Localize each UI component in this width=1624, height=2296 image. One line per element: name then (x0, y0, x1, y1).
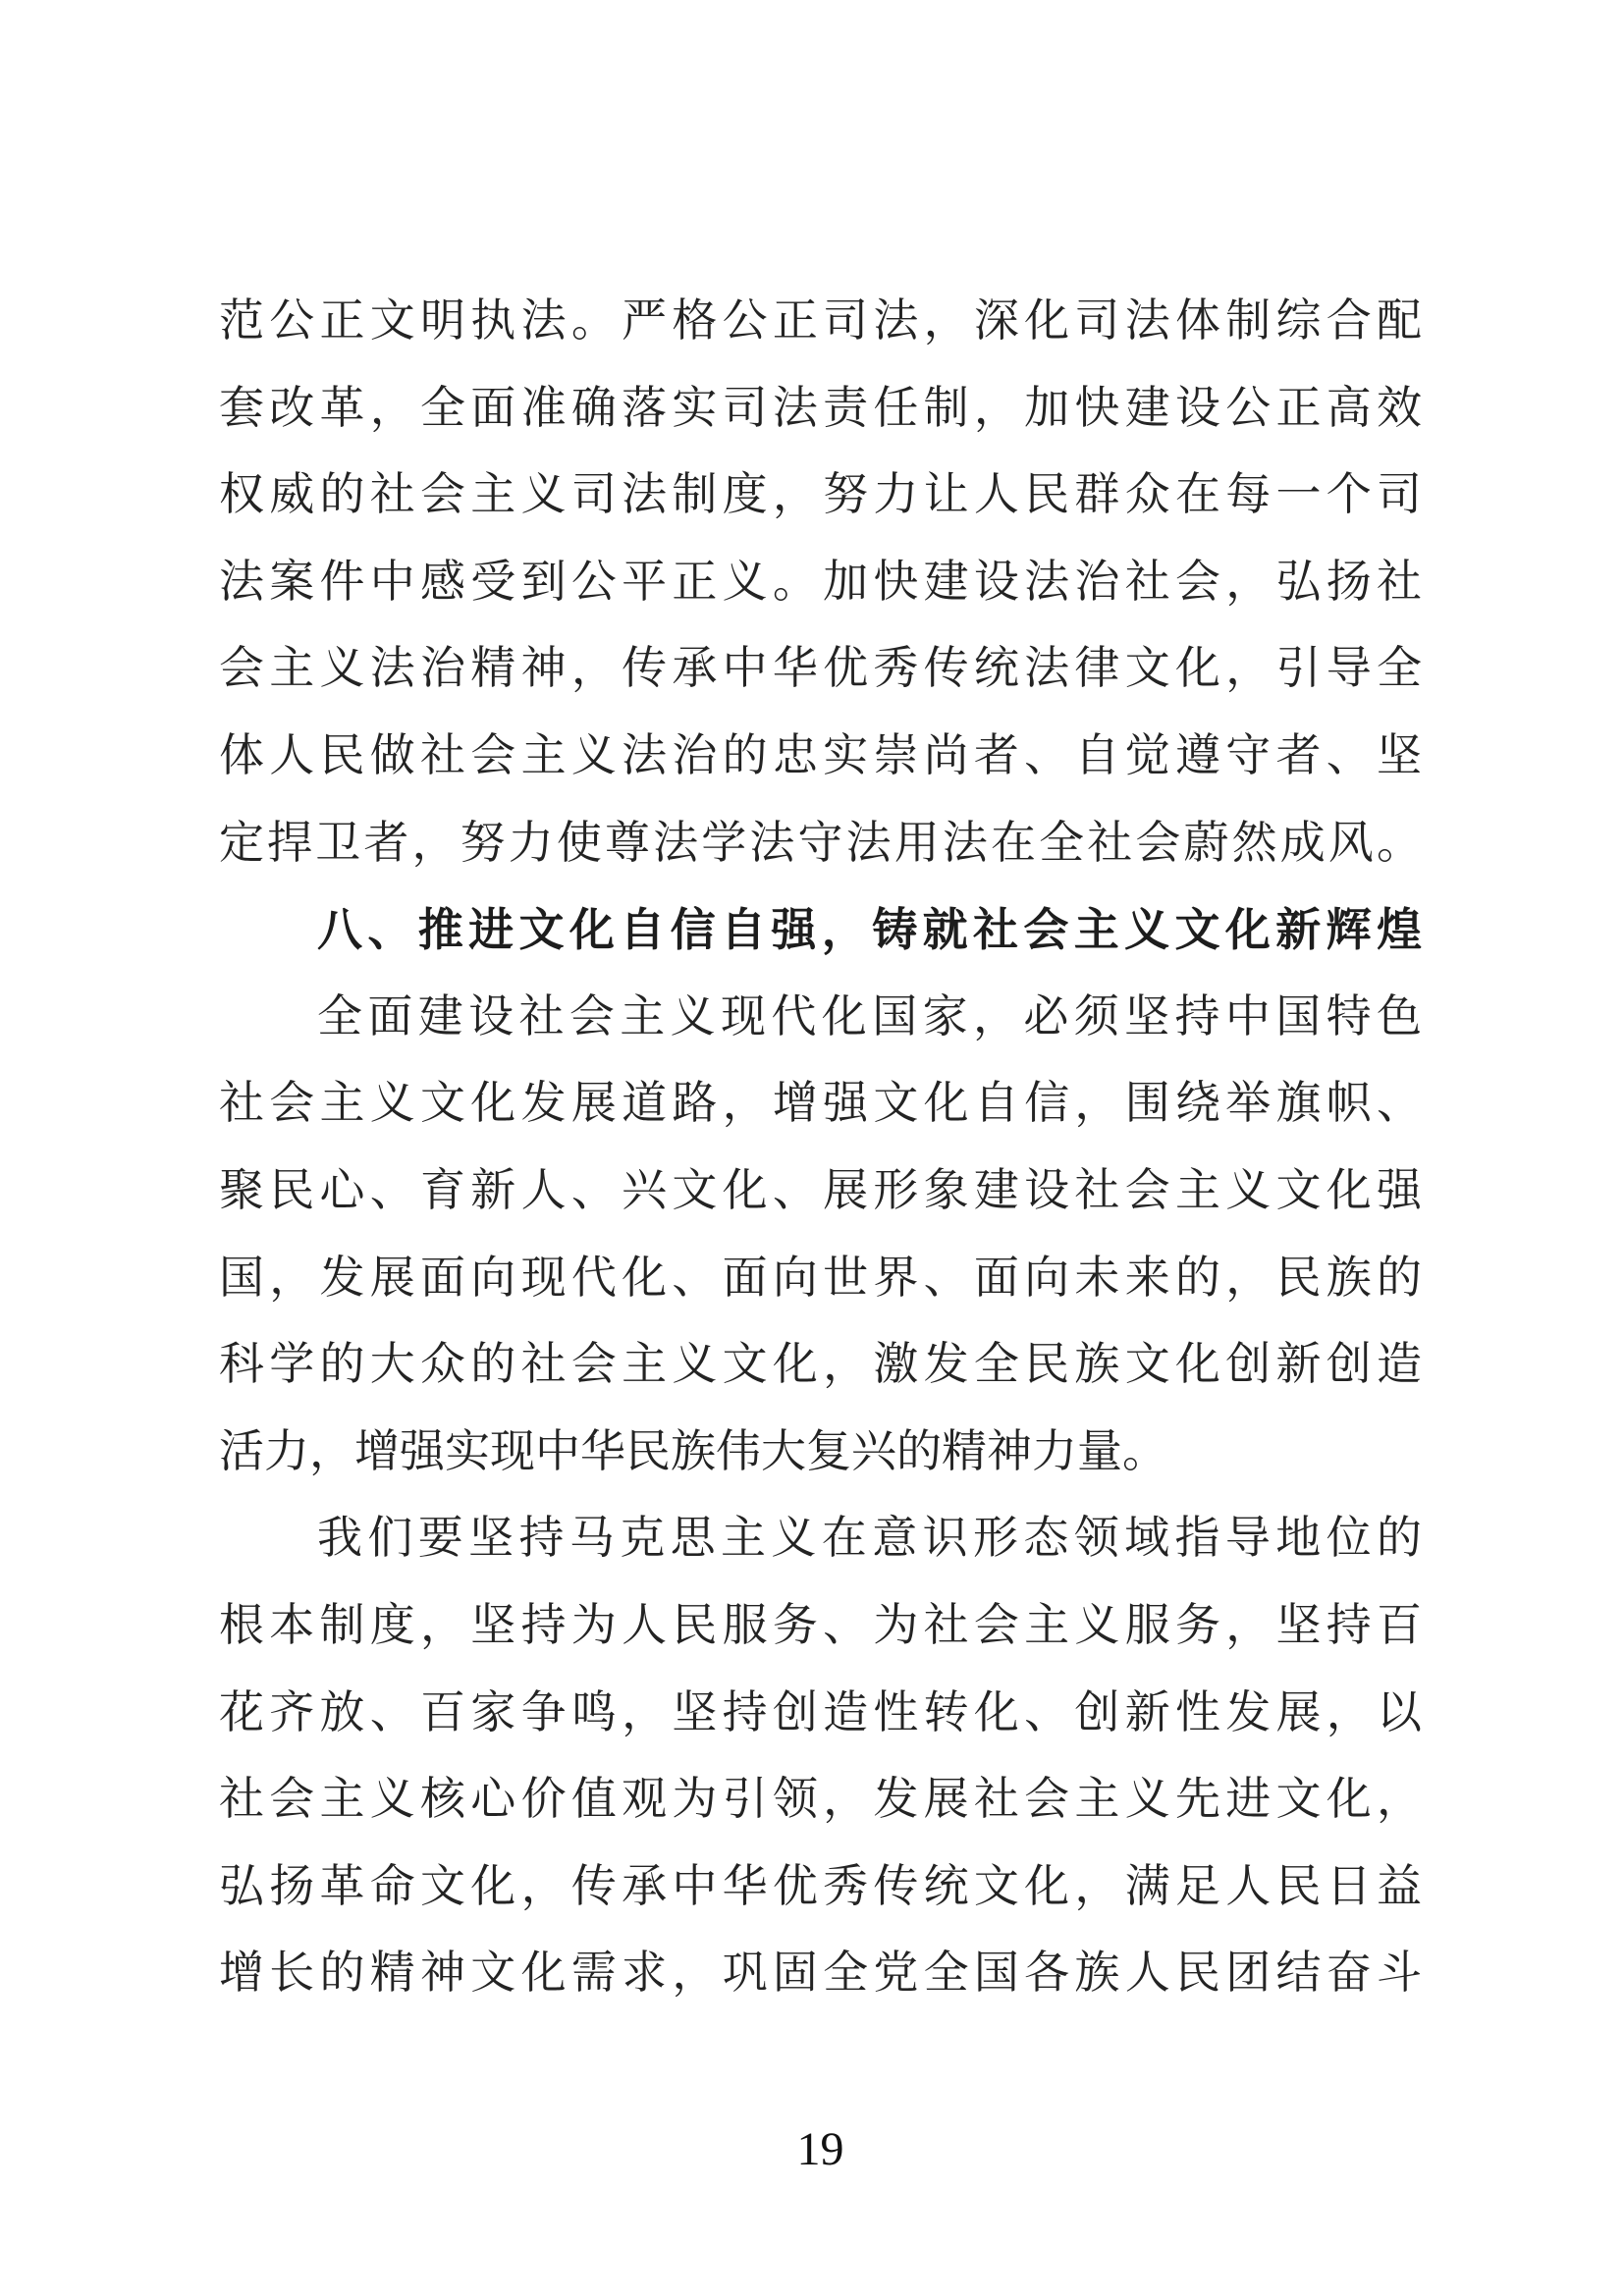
para1-line6: 体人民做社会主义法治的忠实崇尚者、自觉遵守者、坚 (219, 729, 1422, 780)
para1-line2: 套改革，全面准确落实司法责任制，加快建设公正高效 (219, 382, 1422, 433)
para1-line1: 范公正文明执法。严格公正司法，深化司法体制综合配 (219, 295, 1422, 346)
para3-line4: 社会主义核心价值观为引领，发展社会主义先进文化， (219, 1774, 1422, 1825)
para3-line2: 根本制度，坚持为人民服务、为社会主义服务，坚持百 (219, 1599, 1422, 1650)
section-heading: 八、推进文化自信自强，铸就社会主义文化新辉煌 (317, 904, 1422, 956)
page-number: 19 (796, 2123, 844, 2175)
para2-line2: 社会主义文化发展道路，增强文化自信，围绕举旗帜、 (219, 1078, 1422, 1129)
para2-line3: 聚民心、育新人、兴文化、展形象建设社会主义文化强 (219, 1164, 1422, 1215)
para3-line3: 花齐放、百家争鸣，坚持创造性转化、创新性发展，以 (219, 1686, 1422, 1737)
para3-line5: 弘扬革命文化，传承中华优秀传统文化，满足人民日益 (219, 1860, 1422, 1911)
para1-line5: 会主义法治精神，传承中华优秀传统法律文化，引导全 (219, 643, 1422, 694)
para3-line6: 增长的精神文化需求，巩固全党全国各族人民团结奋斗 (219, 1948, 1422, 1999)
para1-line7: 定捍卫者，努力使尊法学法守法用法在全社会蔚然成风。 (219, 817, 1422, 868)
para2-line5: 科学的大众的社会主义文化，激发全民族文化创新创造 (219, 1339, 1422, 1390)
para1-line3: 权威的社会主义司法制度，努力让人民群众在每一个司 (219, 469, 1422, 520)
para1-line4: 法案件中感受到公平正义。加快建设法治社会，弘扬社 (219, 556, 1422, 607)
para2-line1: 全面建设社会主义现代化国家，必须坚持中国特色 (317, 990, 1422, 1041)
para3-line1: 我们要坚持马克思主义在意识形态领域指导地位的 (317, 1513, 1422, 1564)
para2-line6: 活力，增强实现中华民族伟大复兴的精神力量。 (219, 1425, 1167, 1476)
para2-line4: 国，发展面向现代化、面向世界、面向未来的，民族的 (219, 1252, 1422, 1303)
document-text-block (219, 278, 1422, 2017)
